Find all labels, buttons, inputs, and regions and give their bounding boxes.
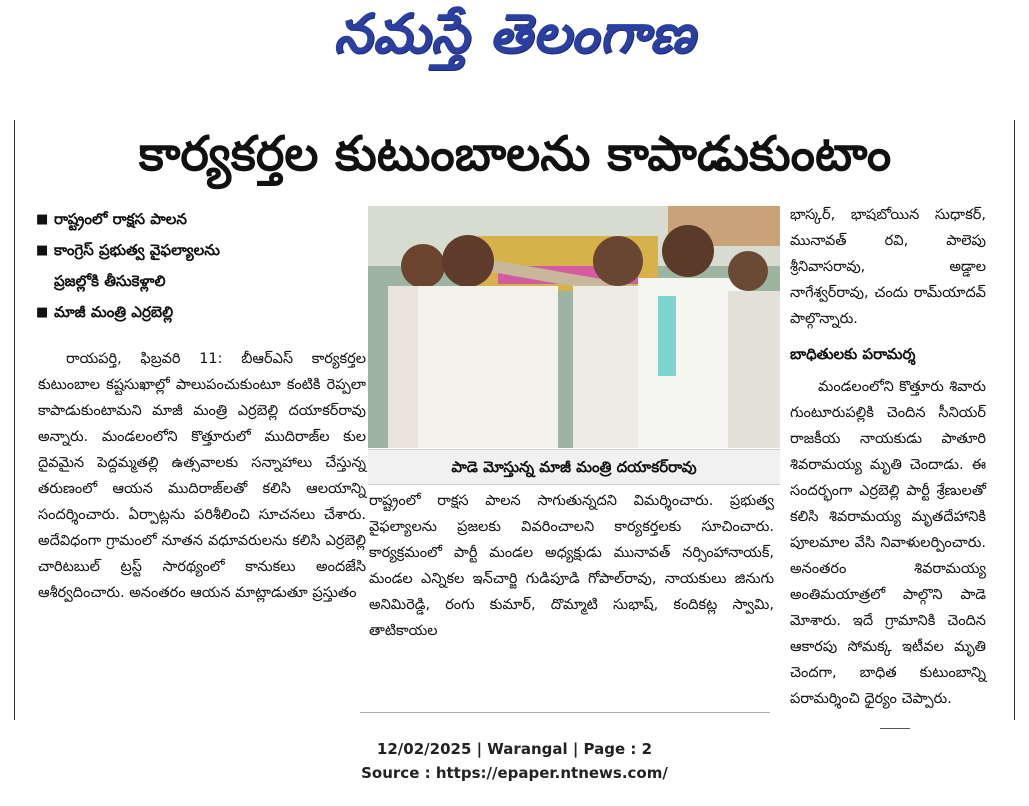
footer-source-link[interactable]: Source : https://epaper.ntnews.com/ (361, 764, 668, 782)
photo-caption: పాడె మోస్తున్న మాజీ మంత్రి దయాకర్‌రావు (368, 449, 780, 485)
bullet-square-icon: ■ (36, 243, 49, 258)
article-frame-right (1014, 120, 1015, 720)
divider (880, 728, 910, 729)
body-paragraph: రాష్ట్రంలో రాక్షస పాలన సాగుతున్నదని విమర్శించారు. ప్రభుత్వ వైఫల్యాలను ప్రజలకు వివరించాలని కార్యకర్తలకు సూచించారు. కార్యక్రమంలో పార్టీ మండల అధ్యక్షుడు మునావత్ నర్సింహానాయక్, మండల ఎన్నికల ఇన్‌చార్జి గుడిపూడి గోపాల్‌రావు, నాయకులు జినుగు అనిమిరెడ్డి, రంగు కుమార్, దొమ్మాటి సుభాష్, కందికట్ల స్వామి, తాటికాయల (369, 493, 774, 639)
article-column-3-top (790, 202, 986, 332)
divider (360, 712, 770, 713)
procession-photo-illustration (368, 206, 780, 448)
bullet-item-continued (36, 266, 356, 297)
article-column-3-bottom (790, 374, 986, 712)
body-paragraph: భాస్కర్, భాషబోయిన సుధాకర్, మునావత్ రవి, పాలెపు శ్రీనివాసరావు, అడ్డాల నాగేశ్వర్‌రావు, చందు రామ్‌యాదవ్ పాల్గొన్నారు. (790, 207, 986, 327)
headline: కార్యకర్తల కుటుంబాలను కాపాడుకుంటాం (138, 126, 892, 182)
bullet-text: ప్రజల్లోకి తీసుకెళ్లాలి (54, 272, 166, 290)
bullet-square-icon: ■ (36, 305, 49, 320)
article-column-2 (369, 488, 774, 644)
masthead (0, 0, 1029, 80)
body-paragraph: రాయపర్తి, ఫిబ్రవరి 11: బీఆర్ఎస్ కార్యకర్తల కుటుంబాల కష్టసుఖాల్లో పాలుపంచుకుంటూ కంటికి రెప్పలా కాపాడుకుంటామని మాజీ మంత్రి ఎర్రబెల్లి దయాకర్‌రావు అన్నారు. మండలంలోని కొత్తూరులో ముదిరాజ్‌ల కుల దైవమైన పెద్దమ్మతల్లి ఉత్సవాలకు సన్నాహాలు చేస్తున్న తరుణంలో ఆయన ముదిరాజ్‌లతో కలిసి ఆలయాన్ని సందర్శించారు. ఏర్పాట్లను పరిశీలించి సూచనలు చేశారు. అదేవిధంగా గ్రామంలో నూతన వధూవరులను కలిసి ఎర్రబెల్లి చారిటబుల్ ట్రస్ట్ సారథ్యంలో కానుకలు అందజేసి ఆశీర్వదించారు. అనంతరం ఆయన మాట్లాడుతూ ప్రస్తుతం (38, 351, 366, 601)
subheading: బాధితులకు పరామర్శ (790, 345, 916, 363)
news-photo (368, 206, 780, 448)
bullet-item (36, 297, 356, 328)
footer-date-edition: 12/02/2025 | Warangal | Page : 2 (376, 740, 653, 758)
body-paragraph: మండలంలోని కొత్తూరు శివారు గుంటూరుపల్లికి చెందిన సీనియర్ రాజకీయ నాయకుడు పాతూరి శివరామయ్య మృతి చెందాడు. ఈ సందర్భంగా ఎర్రబెల్లి పార్టీ శ్రేణులతో కలిసి శివరామయ్య మృతదేహానికి పూలమాల వేసి నివాళులర్పించారు. అనంతరం శివరామయ్య అంతిమయాత్రలో పాల్గొని పాడె మోశారు. ఇదే గ్రామానికి చెందిన ఆకారపు సోమక్క ఇటీవల మృతి చెందగా, బాధిత కుటుంబాన్ని పరామర్శించి ధైర్యం చెప్పారు. (790, 379, 986, 707)
bullet-text: మాజీ మంత్రి ఎర్రబెల్లి (54, 303, 174, 321)
bullet-text: రాష్ట్రంలో రాక్షస పాలన (54, 210, 187, 228)
bullet-list (36, 204, 356, 328)
footer (0, 737, 1029, 785)
bullet-square-icon: ■ (36, 212, 49, 227)
masthead-logo: నమస్తే తెలంగాణ (333, 1, 696, 65)
bullet-item (36, 235, 356, 266)
article-column-1 (38, 346, 366, 606)
bullet-text: కాంగ్రెస్ ప్రభుత్వ వైఫల్యాలను (54, 241, 220, 259)
bullet-item (36, 204, 356, 235)
